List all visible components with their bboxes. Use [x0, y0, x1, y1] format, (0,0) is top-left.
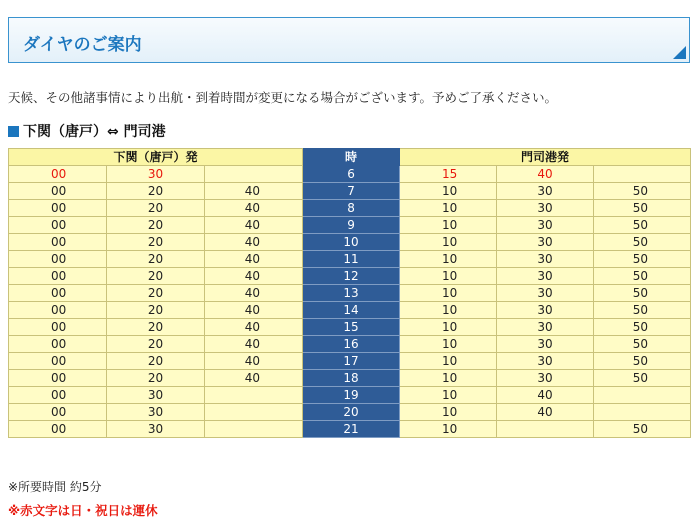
mojiko-minute-cell: 30 — [497, 234, 594, 251]
mojiko-minute-cell: 10 — [400, 353, 497, 370]
hour-cell: 20 — [303, 404, 400, 421]
shimonoseki-minute-cell: 40 — [205, 183, 303, 200]
table-row — [9, 285, 691, 302]
mojiko-minute-cell — [594, 166, 691, 183]
header-mojiko-departure: 門司港発 — [400, 149, 691, 166]
shimonoseki-minute-cell: 00 — [9, 387, 107, 404]
hour-cell: 6 — [303, 166, 400, 183]
shimonoseki-minute-cell: 00 — [9, 336, 107, 353]
square-bullet-icon — [8, 126, 19, 137]
shimonoseki-minute-cell: 00 — [9, 217, 107, 234]
table-row — [9, 251, 691, 268]
table-row — [9, 183, 691, 200]
mojiko-minute-cell: 15 — [400, 166, 497, 183]
shimonoseki-minute-cell: 20 — [107, 268, 205, 285]
shimonoseki-minute-cell: 20 — [107, 251, 205, 268]
shimonoseki-minute-cell — [205, 404, 303, 421]
mojiko-minute-cell: 50 — [594, 234, 691, 251]
header-shimonoseki-departure: 下関（唐戸）発 — [9, 149, 303, 166]
hour-cell: 9 — [303, 217, 400, 234]
mojiko-minute-cell: 30 — [497, 353, 594, 370]
shimonoseki-minute-cell: 20 — [107, 217, 205, 234]
shimonoseki-minute-cell: 20 — [107, 200, 205, 217]
table-row — [9, 387, 691, 404]
shimonoseki-minute-cell: 00 — [9, 421, 107, 438]
mojiko-minute-cell: 50 — [594, 268, 691, 285]
shimonoseki-minute-cell: 30 — [107, 387, 205, 404]
shimonoseki-minute-cell: 00 — [9, 370, 107, 387]
hour-cell: 11 — [303, 251, 400, 268]
mojiko-minute-cell: 30 — [497, 336, 594, 353]
shimonoseki-minute-cell: 20 — [107, 234, 205, 251]
shimonoseki-minute-cell: 40 — [205, 319, 303, 336]
mojiko-minute-cell: 10 — [400, 319, 497, 336]
table-row — [9, 370, 691, 387]
shimonoseki-minute-cell: 20 — [107, 353, 205, 370]
shimonoseki-minute-cell: 20 — [107, 285, 205, 302]
shimonoseki-minute-cell: 00 — [9, 183, 107, 200]
mojiko-minute-cell: 30 — [497, 251, 594, 268]
route-heading — [8, 121, 166, 141]
mojiko-minute-cell — [594, 404, 691, 421]
hour-cell: 18 — [303, 370, 400, 387]
table-row — [9, 166, 691, 183]
table-row — [9, 302, 691, 319]
duration-note: ※所要時間 約5分 — [8, 480, 102, 494]
shimonoseki-minute-cell: 40 — [205, 302, 303, 319]
mojiko-minute-cell: 10 — [400, 421, 497, 438]
shimonoseki-minute-cell: 40 — [205, 285, 303, 302]
mojiko-minute-cell: 30 — [497, 200, 594, 217]
shimonoseki-minute-cell: 40 — [205, 268, 303, 285]
shimonoseki-minute-cell: 40 — [205, 370, 303, 387]
hour-cell: 17 — [303, 353, 400, 370]
header-hour: 時 — [303, 149, 400, 166]
route-title: 下関（唐戸）⇔ 門司港 — [23, 124, 166, 140]
shimonoseki-minute-cell: 20 — [107, 370, 205, 387]
mojiko-minute-cell: 40 — [497, 404, 594, 421]
shimonoseki-minute-cell: 30 — [107, 404, 205, 421]
table-row — [9, 421, 691, 438]
shimonoseki-minute-cell: 30 — [107, 421, 205, 438]
mojiko-minute-cell: 50 — [594, 370, 691, 387]
mojiko-minute-cell: 10 — [400, 183, 497, 200]
table-row — [9, 234, 691, 251]
mojiko-minute-cell: 10 — [400, 234, 497, 251]
shimonoseki-minute-cell: 40 — [205, 251, 303, 268]
mojiko-minute-cell: 50 — [594, 421, 691, 438]
mojiko-minute-cell: 10 — [400, 268, 497, 285]
mojiko-minute-cell: 50 — [594, 353, 691, 370]
mojiko-minute-cell: 50 — [594, 183, 691, 200]
mojiko-minute-cell: 50 — [594, 336, 691, 353]
shimonoseki-minute-cell: 00 — [9, 234, 107, 251]
table-row — [9, 217, 691, 234]
mojiko-minute-cell: 10 — [400, 370, 497, 387]
timetable — [8, 148, 691, 438]
table-row — [9, 336, 691, 353]
table-row — [9, 200, 691, 217]
mojiko-minute-cell: 50 — [594, 319, 691, 336]
mojiko-minute-cell — [497, 421, 594, 438]
mojiko-minute-cell: 10 — [400, 336, 497, 353]
mojiko-minute-cell: 30 — [497, 217, 594, 234]
shimonoseki-minute-cell: 00 — [9, 285, 107, 302]
corner-triangle-icon — [673, 46, 686, 59]
mojiko-minute-cell: 50 — [594, 217, 691, 234]
mojiko-minute-cell: 50 — [594, 251, 691, 268]
shimonoseki-minute-cell: 00 — [9, 268, 107, 285]
shimonoseki-minute-cell: 00 — [9, 251, 107, 268]
hour-cell: 7 — [303, 183, 400, 200]
shimonoseki-minute-cell: 40 — [205, 200, 303, 217]
timetable-body — [9, 166, 691, 438]
mojiko-minute-cell: 40 — [497, 387, 594, 404]
mojiko-minute-cell: 50 — [594, 200, 691, 217]
shimonoseki-minute-cell: 30 — [107, 166, 205, 183]
hour-cell: 15 — [303, 319, 400, 336]
shimonoseki-minute-cell — [205, 166, 303, 183]
hour-cell: 12 — [303, 268, 400, 285]
shimonoseki-minute-cell: 40 — [205, 234, 303, 251]
holiday-note: ※赤文字は日・祝日は運休 — [8, 503, 158, 518]
hour-cell: 8 — [303, 200, 400, 217]
shimonoseki-minute-cell: 40 — [205, 217, 303, 234]
mojiko-minute-cell: 10 — [400, 404, 497, 421]
shimonoseki-minute-cell — [205, 387, 303, 404]
shimonoseki-minute-cell: 00 — [9, 353, 107, 370]
mojiko-minute-cell: 40 — [497, 166, 594, 183]
hour-cell: 14 — [303, 302, 400, 319]
hour-cell: 13 — [303, 285, 400, 302]
shimonoseki-minute-cell: 00 — [9, 404, 107, 421]
mojiko-minute-cell: 30 — [497, 302, 594, 319]
mojiko-minute-cell: 10 — [400, 200, 497, 217]
mojiko-minute-cell: 30 — [497, 268, 594, 285]
shimonoseki-minute-cell: 00 — [9, 302, 107, 319]
schedule-notice: 天候、その他諸事情により出航・到着時間が変更になる場合がございます。予めご了承ください。 — [8, 90, 558, 105]
mojiko-minute-cell — [594, 387, 691, 404]
mojiko-minute-cell: 30 — [497, 370, 594, 387]
table-row — [9, 404, 691, 421]
mojiko-minute-cell: 50 — [594, 302, 691, 319]
mojiko-minute-cell: 10 — [400, 285, 497, 302]
shimonoseki-minute-cell: 40 — [205, 336, 303, 353]
shimonoseki-minute-cell: 20 — [107, 183, 205, 200]
shimonoseki-minute-cell: 40 — [205, 353, 303, 370]
shimonoseki-minute-cell: 20 — [107, 302, 205, 319]
page-banner — [8, 17, 690, 63]
hour-cell: 19 — [303, 387, 400, 404]
table-row — [9, 319, 691, 336]
hour-cell: 16 — [303, 336, 400, 353]
mojiko-minute-cell: 10 — [400, 217, 497, 234]
hour-cell: 10 — [303, 234, 400, 251]
mojiko-minute-cell: 30 — [497, 319, 594, 336]
hour-cell: 21 — [303, 421, 400, 438]
mojiko-minute-cell: 30 — [497, 183, 594, 200]
shimonoseki-minute-cell: 20 — [107, 319, 205, 336]
mojiko-minute-cell: 10 — [400, 387, 497, 404]
table-row — [9, 268, 691, 285]
table-row — [9, 353, 691, 370]
shimonoseki-minute-cell: 00 — [9, 200, 107, 217]
shimonoseki-minute-cell — [205, 421, 303, 438]
mojiko-minute-cell: 10 — [400, 302, 497, 319]
mojiko-minute-cell: 30 — [497, 285, 594, 302]
shimonoseki-minute-cell: 00 — [9, 166, 107, 183]
mojiko-minute-cell: 10 — [400, 251, 497, 268]
mojiko-minute-cell: 50 — [594, 285, 691, 302]
page-title: ダイヤのご案内 — [23, 35, 142, 55]
timetable-header-row — [9, 149, 691, 166]
shimonoseki-minute-cell: 00 — [9, 319, 107, 336]
shimonoseki-minute-cell: 20 — [107, 336, 205, 353]
